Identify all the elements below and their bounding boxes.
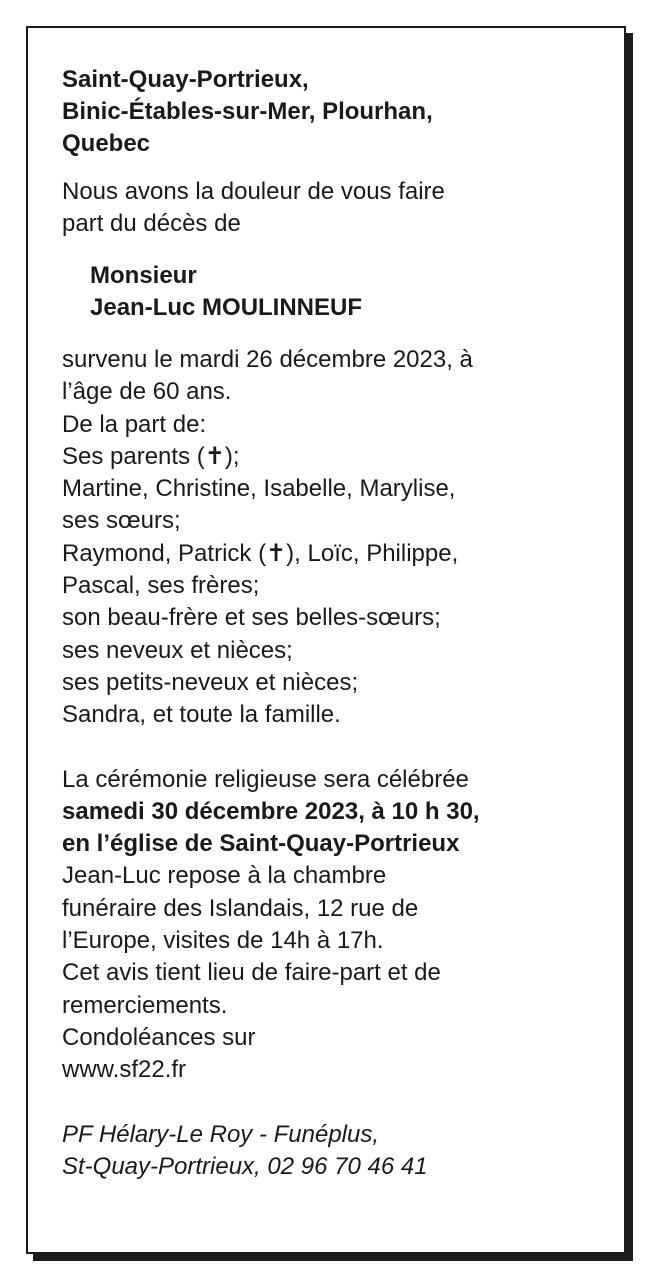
announcement-line: son beau-frère et ses belles-sœurs; bbox=[62, 604, 441, 632]
family-announcement bbox=[62, 344, 562, 732]
deceased-name: Jean-Luc MOULINNEUF bbox=[90, 294, 363, 321]
announcement-line: survenu le mardi 26 décembre 2023, à bbox=[62, 346, 473, 373]
deceased-name-block bbox=[90, 260, 562, 324]
ceremony-detail-line: l’Europe, visites de 14h à 17h. bbox=[62, 927, 384, 955]
location-line: Binic-Étables-sur-Mer, Plourhan, bbox=[62, 98, 433, 125]
announcement-line: l’âge de 60 ans. bbox=[62, 378, 232, 406]
location-line: Quebec bbox=[62, 130, 151, 157]
announcement-line: ses sœurs; bbox=[62, 507, 181, 535]
funeral-home-signature bbox=[62, 1119, 562, 1183]
ceremony-detail-line: remerciements. bbox=[62, 991, 228, 1019]
ceremony-detail-line: Condoléances sur bbox=[62, 1023, 256, 1051]
signature-line: St-Quay-Portrieux, 02 96 70 46 41 bbox=[62, 1152, 428, 1180]
notice-content bbox=[62, 64, 562, 1183]
announcement-line: De la part de: bbox=[62, 410, 207, 438]
ceremony-detail-line: funéraire des Islandais, 12 rue de bbox=[62, 894, 419, 922]
signature-line: PF Hélary-Le Roy - Funéplus, bbox=[62, 1120, 380, 1148]
deceased-title: Monsieur bbox=[90, 262, 197, 289]
ceremony-details bbox=[62, 764, 562, 1087]
announcement-line: Sandra, et toute la famille. bbox=[62, 701, 341, 729]
location-line: Saint-Quay-Portrieux, bbox=[62, 66, 309, 93]
announcement-line: Martine, Christine, Isabelle, Marylise, bbox=[62, 475, 456, 503]
announcement-line: Pascal, ses frères; bbox=[62, 572, 260, 600]
ceremony-date: samedi 30 décembre 2023, à 10 h 30, bbox=[62, 797, 480, 825]
announcement-line: Raymond, Patrick (✝), Loïc, Philippe, bbox=[62, 539, 459, 567]
condolences-website: www.sf22.fr bbox=[62, 1056, 187, 1084]
announcement-line: ses neveux et nièces; bbox=[62, 636, 293, 664]
ceremony-intro: La cérémonie religieuse sera célébrée bbox=[62, 765, 469, 793]
location-heading bbox=[62, 64, 562, 160]
intro-line: Nous avons la douleur de vous faire bbox=[62, 178, 445, 205]
ceremony-place: en l’église de Saint-Quay-Portrieux bbox=[62, 830, 460, 858]
intro-text bbox=[62, 176, 562, 240]
intro-line: part du décès de bbox=[62, 210, 241, 237]
ceremony-detail-line: Jean-Luc repose à la chambre bbox=[62, 862, 387, 890]
announcement-line: ses petits-neveux et nièces; bbox=[62, 668, 359, 696]
announcement-line: Ses parents (✝); bbox=[62, 442, 240, 470]
ceremony-detail-line: Cet avis tient lieu de faire-part et de bbox=[62, 959, 441, 987]
